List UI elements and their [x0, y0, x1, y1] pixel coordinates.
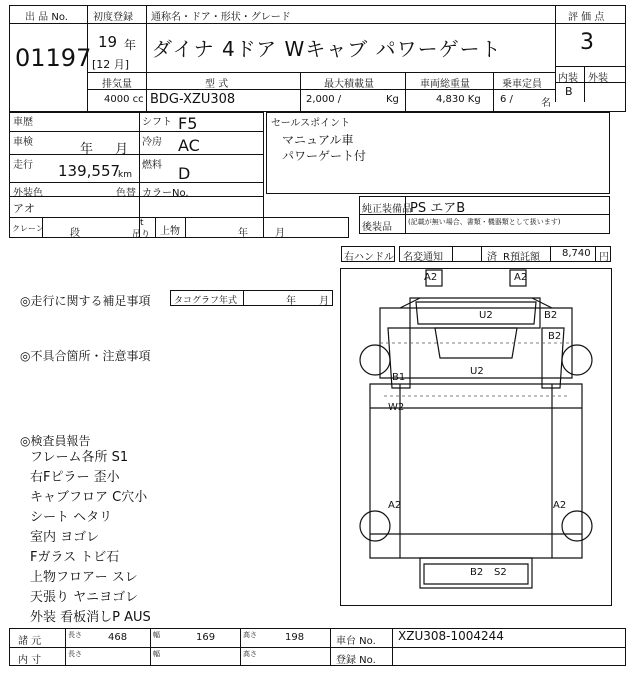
damage-code-b2: B2	[544, 310, 558, 321]
inner-width-label: 幅	[153, 650, 160, 658]
inner-length-label: 長さ	[68, 650, 82, 658]
mileage: 139,557	[58, 162, 121, 180]
length-label: 長さ	[68, 631, 82, 639]
capacity-unit: 名	[541, 98, 551, 109]
interior-label: 内装	[558, 73, 578, 84]
name-label: 通称名・ドア・形状・グレード	[151, 12, 291, 23]
dims-label: 諸 元	[18, 636, 42, 647]
grade-label: 評 価 点	[568, 12, 605, 23]
shift-value: F5	[178, 114, 198, 133]
crane-label: クレーン	[12, 224, 44, 233]
recycle-done: 済	[487, 252, 497, 263]
inspector-note: シート ヘタリ	[30, 510, 113, 525]
ext-color: アオ	[13, 202, 35, 215]
ext-color-label: 外装色	[13, 188, 43, 199]
inspector-note: 外装 看板消しP AUS	[30, 610, 151, 625]
upper-date: 年 月	[238, 228, 286, 239]
damage-code-a2: A2	[424, 272, 438, 283]
right-handle: 右ハンドル	[344, 252, 394, 263]
mileage-unit: km	[118, 170, 132, 180]
fuel-label: 燃料	[142, 160, 162, 171]
displacement: 4000 cc	[104, 94, 144, 105]
crane-steps: 段	[70, 228, 80, 239]
inspector-note: 天張り ヤニヨゴレ	[30, 590, 139, 605]
crane-ton: t	[140, 218, 144, 228]
capacity-label: 乗車定員	[502, 79, 542, 90]
model-code: BDG-XZU308	[150, 92, 236, 107]
damage-code-w2: W2	[388, 402, 405, 413]
max-load-label: 最大積載量	[324, 79, 374, 90]
upper-label: 上物	[160, 226, 180, 237]
year-number: 19	[98, 33, 118, 51]
first-reg-label: 初度登録	[93, 12, 133, 23]
mileage-notice: 名変通知	[403, 252, 443, 263]
damage-code-b2: B2	[548, 331, 562, 342]
model-label: 型 式	[205, 79, 229, 90]
sales-point-label: セールスポイント	[271, 118, 351, 129]
gross-weight-label: 車両総重量	[420, 79, 470, 90]
inspector-note: キャブフロア C穴小	[30, 490, 148, 505]
inspector-note: Fガラス トビ石	[30, 550, 120, 565]
damage-code-a2: A2	[553, 500, 567, 511]
max-load: 2,000 /	[306, 94, 342, 105]
inspector-note: 室内 ヨゴレ	[30, 530, 100, 545]
reg-month: [12 月]	[92, 58, 130, 71]
shift-label: シフト	[142, 117, 172, 128]
driving-notes-title: ◎走行に関する補足事項	[20, 294, 151, 308]
aftermarket-note: (記載が無い場合、書類・機器類として扱います)	[408, 218, 561, 226]
max-load-unit: Kg	[386, 94, 399, 105]
sales-point-2: パワーゲート付	[282, 149, 367, 163]
gross-weight: 4,830 Kg	[436, 94, 481, 105]
color-change-label: 色替	[116, 188, 136, 199]
inspector-note: 上物フロアー スレ	[30, 570, 138, 585]
damage-code-a2: A2	[388, 500, 402, 511]
tachograph-label: タコグラフ年式	[174, 296, 238, 306]
inspector-note: フレーム各所 S1	[30, 450, 129, 465]
inspector-note: 右Fピラー 歪小	[30, 470, 120, 485]
car-name: ダイナ 4ドア Wキャブ パワーゲート	[152, 37, 502, 61]
notice-checkbox[interactable]	[452, 246, 482, 262]
inspection-value: 年 月	[80, 142, 129, 157]
overall-grade: 3	[580, 30, 594, 55]
lot-label: 出 品 No.	[25, 12, 68, 23]
crane-hang: 吊り	[132, 230, 151, 240]
year-unit: 年	[124, 38, 137, 52]
damage-code-b1: B1	[392, 372, 406, 383]
damage-code-u2: U2	[479, 310, 493, 321]
color-no-label: カラーNo.	[142, 188, 189, 199]
damage-code-u2: U2	[470, 366, 484, 377]
chassis-number: XZU308-1004244	[398, 629, 504, 643]
sales-point-1: マニュアル車	[282, 133, 354, 147]
aftermarket-label: 後装品	[362, 222, 392, 233]
equipment-label: 純正装備品	[362, 204, 412, 215]
capacity: 6 /	[500, 94, 513, 105]
equipment-value: PS エアB	[410, 201, 466, 216]
width-label: 幅	[153, 631, 160, 639]
history-label: 車歴	[13, 117, 33, 128]
tachograph-value: 年 月	[286, 296, 330, 307]
damage-code-s2: S2	[494, 567, 507, 578]
inner-height-label: 高さ	[243, 650, 257, 658]
r-fee: 8,740	[562, 248, 591, 259]
length-value: 468	[108, 632, 128, 643]
reg-no-label: 登録 No.	[336, 655, 376, 666]
lot-number: 01197	[15, 44, 92, 72]
damage-code-a2: A2	[514, 272, 528, 283]
truck-outline	[340, 268, 612, 606]
height-value: 198	[285, 632, 305, 643]
inspection-label: 車検	[13, 137, 33, 148]
width-value: 169	[196, 632, 216, 643]
ac-label: 冷房	[142, 137, 162, 148]
fuel-value: D	[178, 164, 191, 183]
inspector-title: ◎検査員報告	[20, 434, 91, 448]
r-fee-label: R預託額	[503, 252, 540, 263]
ac-value: AC	[178, 136, 200, 155]
height-label: 高さ	[243, 631, 257, 639]
damage-code-b2: B2	[470, 567, 484, 578]
yen-unit: 円	[599, 252, 609, 263]
chassis-label: 車台 No.	[336, 636, 376, 647]
inner-label: 内 寸	[18, 655, 42, 666]
interior-grade: B	[565, 85, 573, 98]
defects-title: ◎不具合箇所・注意事項	[20, 349, 151, 363]
inspector-notes	[30, 448, 151, 628]
exterior-label: 外装	[588, 73, 608, 84]
displacement-label: 排気量	[102, 79, 132, 90]
mileage-label: 走行	[13, 160, 33, 171]
